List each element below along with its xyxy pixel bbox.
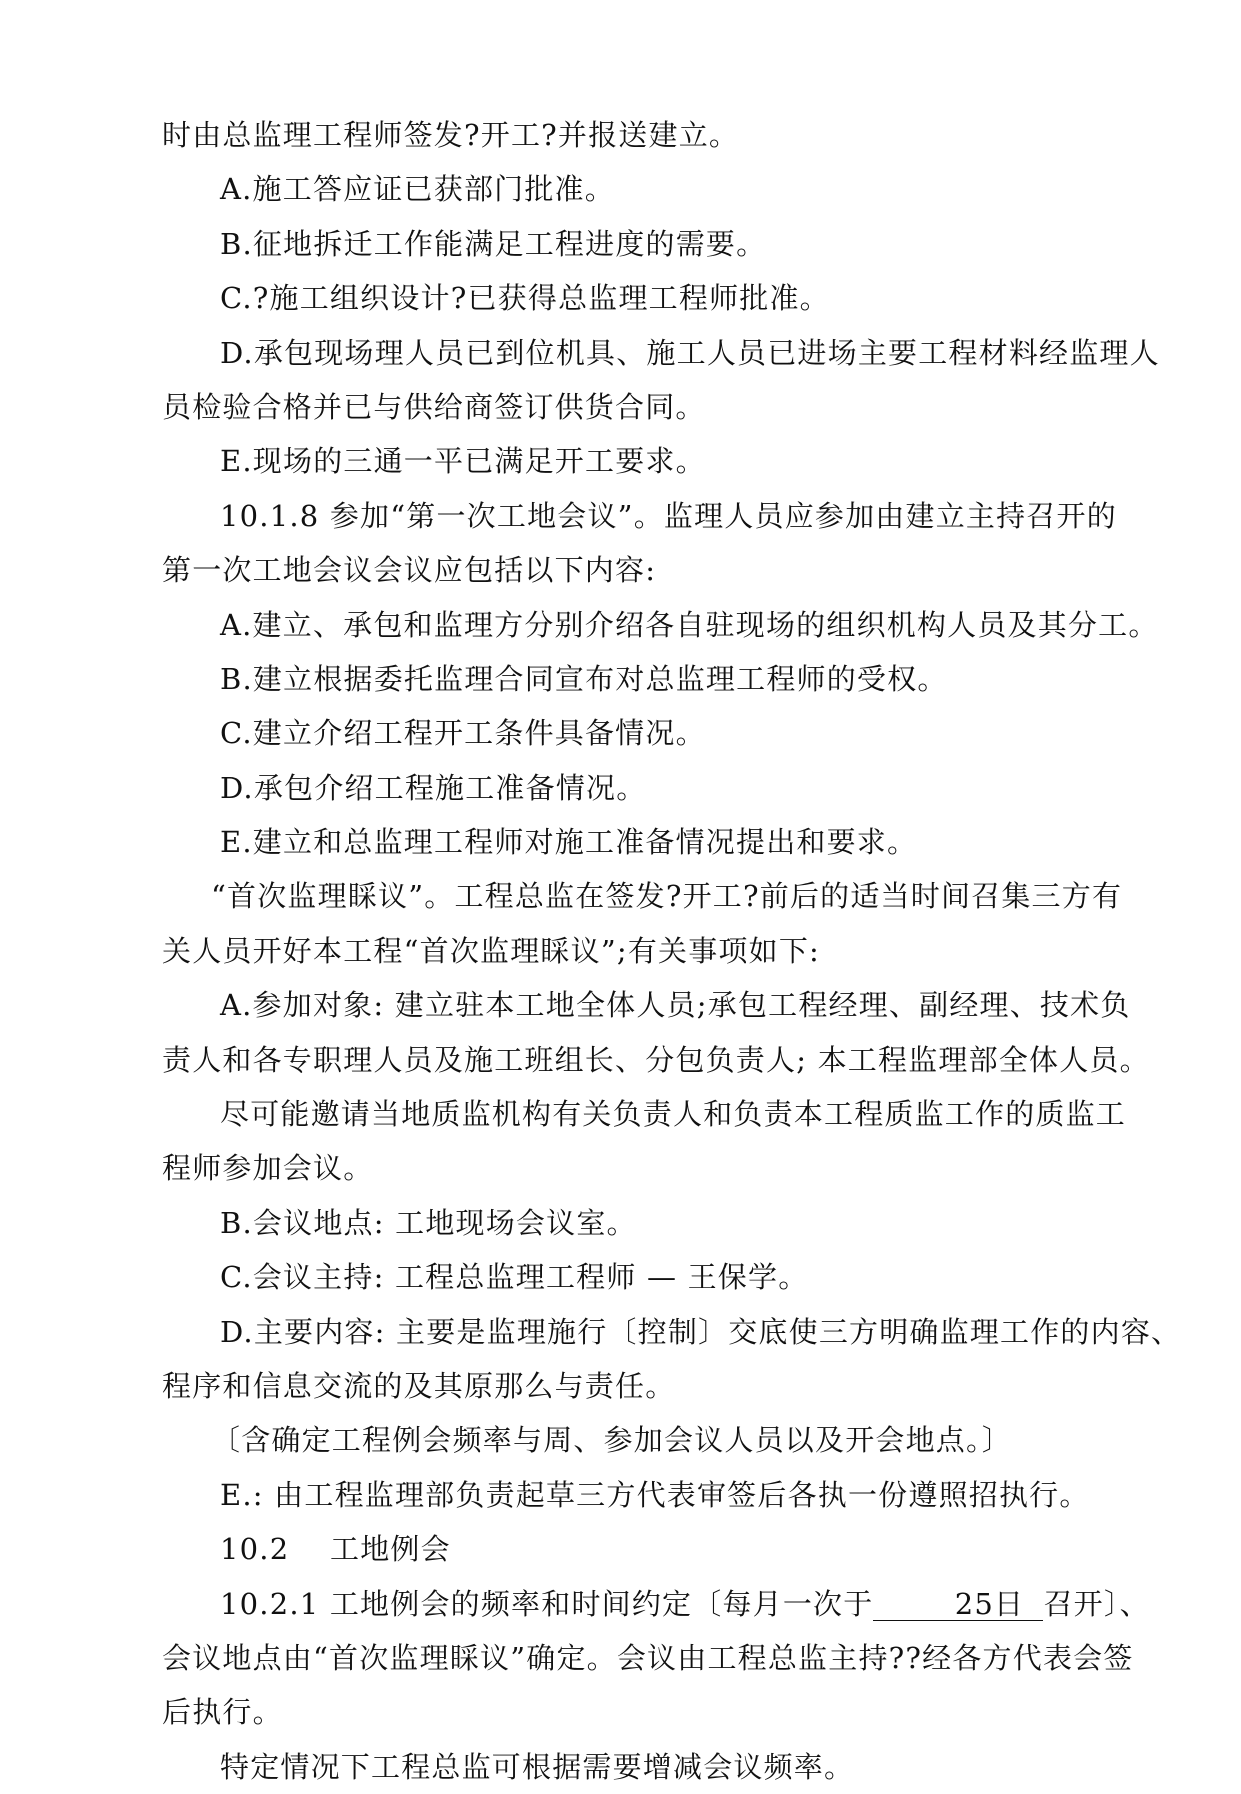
body-line: B.会议地点: 工地现场会议室。 — [220, 1205, 637, 1240]
body-line: B.建立根据委托监理合同宣布对总监理工程师的受权。 — [220, 661, 948, 696]
body-line: B.征地拆迁工作能满足工程进度的需要。 — [220, 226, 767, 261]
body-line: C.?施工组织设计?已获得总监理工程师批准。 — [220, 281, 830, 316]
body-line: 尽可能邀请当地质监机构有关负责人和负责本工程质监工作的质监工 — [220, 1097, 1127, 1132]
meeting-line-after: 召开〕、 — [1043, 1586, 1150, 1621]
body-line: D.主要内容: 主要是监理施行〔控制〕交底使三方明确监理工作的内容、 — [220, 1314, 1182, 1349]
body-line: 关人员开好本工程“首次监理睬议”;有关事项如下: — [162, 933, 820, 968]
body-line: “首次监理睬议”。工程总监在签发?开工?前后的适当时间召集三方有 — [211, 879, 1123, 914]
meeting-date-blank — [873, 1588, 1043, 1621]
body-line: 员检验合格并已与供给商签订供货合同。 — [162, 389, 706, 424]
body-line: 会议地点由“首次监理睬议”确定。会议由工程总监主持??经各方代表会签 — [162, 1640, 1134, 1675]
body-line: E.建立和总监理工程师对施工准备情况提出和要求。 — [220, 825, 918, 860]
body-line: 程序和信息交流的及其原那么与责任。 — [162, 1368, 676, 1403]
body-line: D.承包现场理人员已到位机具、施工人员已进场主要工程材料经监理人 — [220, 335, 1160, 370]
body-line: A.施工答应证已获部门批准。 — [220, 172, 615, 207]
body-line: 时由总监理工程师签发?开工?并报送建立。 — [162, 118, 740, 152]
section-heading-line: 10.1.8 参加“第一次工地会议”。监理人员应参加由建立主持召开的 — [220, 498, 1117, 533]
body-line: E.: 由工程监理部负责起草三方代表审签后各执一份遵照招执行。 — [220, 1477, 1090, 1512]
body-line: C.会议主持: 工程总监理工程师 — 王保学。 — [220, 1260, 809, 1295]
section-heading-line: 10.2 工地例会 — [220, 1532, 451, 1567]
body-line: A.建立、承包和监理方分别介绍各自驻现场的组织机构人员及其分工。 — [220, 607, 1159, 642]
body-line: E.现场的三通一平已满足开工要求。 — [220, 444, 706, 479]
body-line: D.承包介绍工程施工准备情况。 — [220, 770, 647, 805]
meeting-line-before: 10.2.1 工地例会的频率和时间约定〔每月一次于 — [220, 1586, 874, 1621]
meeting-date-value: 25日 — [954, 1586, 1025, 1621]
body-line: A.参加对象: 建立驻本工地全体人员;承包工程经理、副经理、技术负 — [220, 988, 1131, 1023]
body-line: 〔含确定工程例会频率与周、参加会议人员以及开会地点。〕 — [211, 1423, 1012, 1458]
body-line: 特定情况下工程总监可根据需要增减会议频率。 — [220, 1749, 855, 1784]
body-line: 程师参加会议。 — [162, 1151, 374, 1186]
body-line: 后执行。 — [162, 1695, 283, 1730]
document-body — [162, 108, 1182, 1794]
meeting-frequency-line — [162, 1577, 1150, 1631]
body-line: 第一次工地会议会议应包括以下内容: — [162, 553, 657, 588]
body-line: C.建立介绍工程开工条件具备情况。 — [220, 716, 706, 751]
body-line: 责人和各专职理人员及施工班组长、分包负责人; 本工程监理部全体人员。 — [162, 1042, 1150, 1077]
